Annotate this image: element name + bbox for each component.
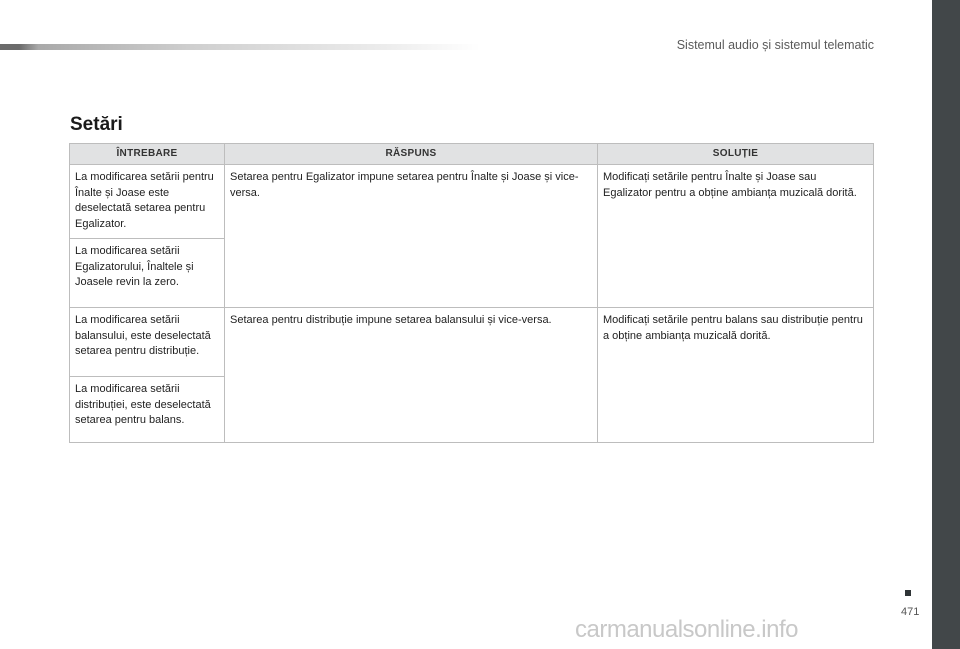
table-row xyxy=(70,165,874,239)
column-header-question: ÎNTREBARE xyxy=(70,144,225,165)
question-cell: La modificarea setării Egalizatorului, Înaltele și Joasele revin la zero. xyxy=(70,239,225,308)
settings-table xyxy=(69,143,874,443)
header-gradient-bar xyxy=(0,44,480,50)
page-marker xyxy=(905,590,911,596)
table-row xyxy=(70,308,874,377)
running-header: Sistemul audio și sistemul telematic xyxy=(676,38,874,52)
page-number: 471 xyxy=(901,606,920,618)
solution-cell: Modificați setările pentru Înalte și Joase sau Egalizator pentru a obține ambianța muzicală dorită. xyxy=(598,165,874,308)
question-cell: La modificarea setării balansului, este deselectată setarea pentru distribuție. xyxy=(70,308,225,377)
solution-cell: Modificați setările pentru balans sau distribuție pentru a obține ambianța muzicală dorită. xyxy=(598,308,874,443)
side-tab-strip xyxy=(932,0,960,649)
watermark: carmanualsonline.info xyxy=(575,616,798,643)
page-title: Setări xyxy=(70,114,123,135)
column-header-answer: RĂSPUNS xyxy=(225,144,598,165)
answer-cell: Setarea pentru distribuție impune setarea balansului și vice-versa. xyxy=(225,308,598,443)
column-header-solution: SOLUȚIE xyxy=(598,144,874,165)
question-cell: La modificarea setării pentru Înalte și Joase este deselectată setarea pentru Egalizator. xyxy=(70,165,225,239)
answer-cell: Setarea pentru Egalizator impune setarea pentru Înalte și Joase și vice-versa. xyxy=(225,165,598,308)
question-cell: La modificarea setării distribuției, este deselectată setarea pentru balans. xyxy=(70,377,225,443)
table-header-row xyxy=(70,144,874,165)
